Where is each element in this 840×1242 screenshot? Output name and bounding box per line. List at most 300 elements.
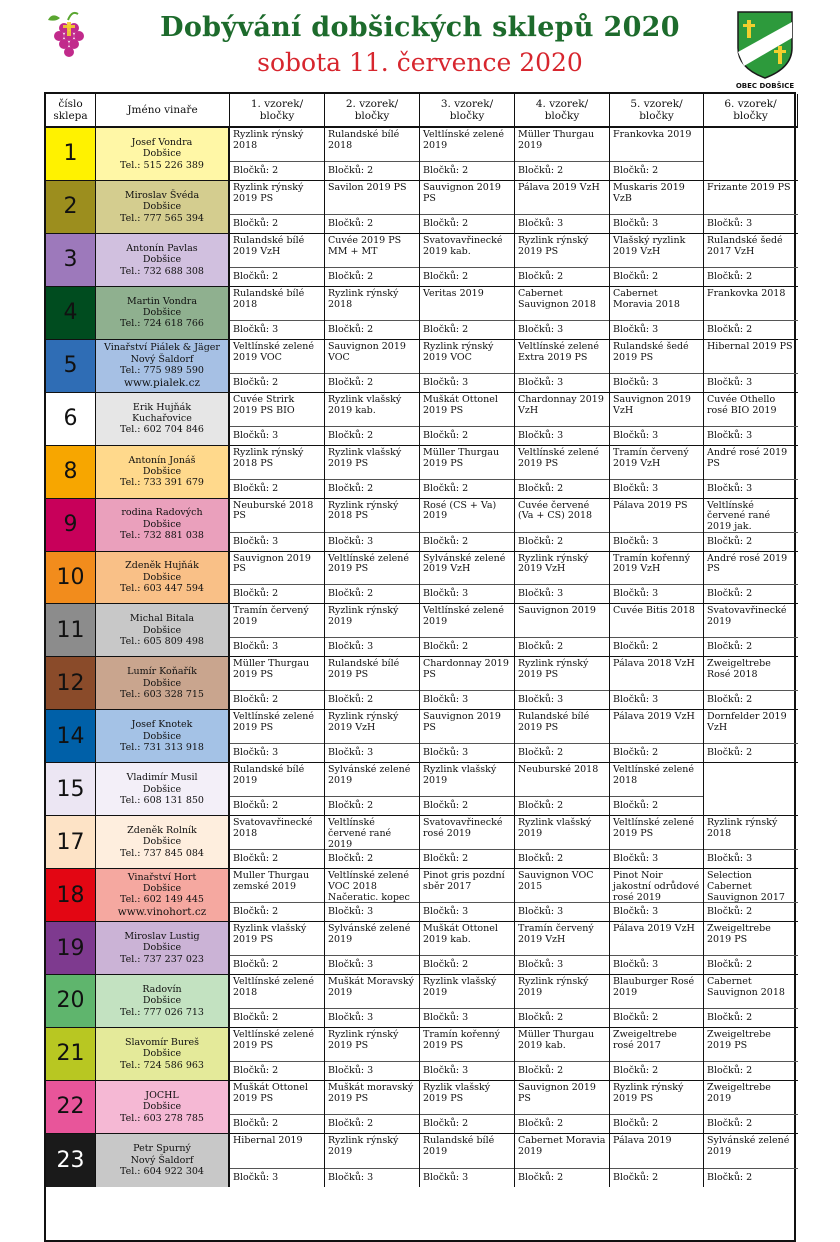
- token-count: Bločků: 2: [704, 1168, 798, 1187]
- sample-cell: [420, 446, 515, 499]
- grower-name: Vladimír Musil: [126, 772, 198, 784]
- grower-phone: Tel.: 603 447 594: [120, 583, 204, 595]
- token-count: Bločků: 2: [704, 955, 798, 974]
- grower-info: [96, 128, 230, 181]
- token-count: Bločků: 3: [420, 373, 514, 392]
- grower-name: Miroslav Švéda: [124, 189, 200, 201]
- grower-name: Zdeněk Hujňák: [125, 560, 199, 572]
- grower-info: [96, 763, 230, 816]
- token-count: Bločků: 2: [420, 532, 514, 551]
- sample-cell: [420, 975, 515, 1028]
- grower-name: Petr Spurný: [133, 1143, 191, 1155]
- token-count: Bločků: 3: [610, 902, 703, 921]
- wine-name: Frankovka 2019: [613, 129, 692, 140]
- svg-text:SPOLEK DOBŠICKÝCH VINAŘŮ: [30, 8, 112, 10]
- grower-info: [96, 340, 230, 393]
- wine-name: Pálava 2018 VzH: [613, 658, 695, 670]
- token-count: Bločků: 2: [610, 637, 703, 656]
- wine-name: Ryzlink rýnský 2019 VzH: [518, 552, 589, 575]
- grower-place: Dobšice: [142, 883, 182, 895]
- token-count: Bločků: 3: [515, 320, 609, 339]
- token-count: Bločků: 2: [515, 1168, 609, 1187]
- wine-name: Hibernal 2019: [233, 1134, 303, 1146]
- grower-name: Josef Vondra: [131, 136, 193, 148]
- sample-cell: [610, 393, 704, 446]
- sample-cell: [420, 128, 515, 181]
- wine-name: Zweigeltrebe rosé 2017: [613, 1028, 677, 1051]
- wine-name: Muškát moravský 2019 PS: [328, 1081, 414, 1104]
- grower-name: Martin Vondra: [126, 295, 198, 307]
- sample-cell: [230, 869, 325, 922]
- sample-cell: [515, 128, 610, 181]
- wine-name: Rulandské bílé 2019: [423, 1134, 495, 1157]
- sample-cell: [704, 499, 798, 552]
- sample-cell: [704, 1081, 798, 1134]
- token-count: Bločků: 3: [610, 373, 703, 392]
- wine-name: Veltlínské zelené 2019: [423, 605, 504, 628]
- token-count: Bločků: 3: [325, 1061, 419, 1080]
- page-title: Dobývání dobšických sklepů 2020: [160, 12, 680, 43]
- sample-cell: [704, 869, 798, 922]
- sample-cell: [230, 393, 325, 446]
- token-count: Bločků: 2: [420, 637, 514, 656]
- sample-cell: [325, 446, 420, 499]
- sample-cell: [230, 446, 325, 499]
- sample-cell: [704, 181, 798, 234]
- wine-name: Muškát Ottonel 2019 PS: [423, 393, 498, 416]
- sample-cell: [515, 710, 610, 763]
- token-count: Bločků: 2: [420, 320, 514, 339]
- page-subtitle: sobota 11. července 2020: [257, 48, 583, 77]
- column-header: Jméno vinaře: [96, 94, 230, 128]
- token-count: Bločků: 3: [230, 320, 324, 339]
- wine-name: Veltlínské zelené 2019 PS: [233, 711, 314, 734]
- wine-name: Tramín červený 2019 VzH: [518, 923, 594, 945]
- wine-name: Veltlínské červené rané 2019 jak.: [707, 499, 771, 532]
- token-count: Bločků: 2: [230, 955, 324, 974]
- grower-place: Dobšice: [142, 783, 182, 795]
- token-count: Bločků: 2: [704, 902, 798, 921]
- wine-name: Ryzlink rýnský 2019 VzH: [328, 711, 399, 734]
- sample-cell: [230, 340, 325, 393]
- sample-cell: [704, 1134, 798, 1187]
- token-count: Bločků: 2: [230, 373, 324, 392]
- sample-cell: [515, 499, 610, 552]
- sample-cell: [230, 552, 325, 605]
- wine-name: Veltlínské zelené 2018: [233, 976, 314, 998]
- sample-cell: [230, 763, 325, 816]
- sample-cell: [610, 816, 704, 869]
- wine-name: Cuvée 2019 PS MM + MT: [328, 234, 402, 257]
- wine-name: Ryzlink vlašský 2019: [518, 817, 592, 840]
- token-count: Bločků: 3: [610, 955, 703, 974]
- sample-cell: [420, 287, 515, 340]
- token-count: Bločků: 3: [610, 584, 703, 603]
- token-count: Bločků: 2: [704, 1061, 798, 1080]
- grower-info: [96, 499, 230, 552]
- sample-cell: [704, 710, 798, 763]
- wine-name: Sauvignon 2019 PS: [233, 552, 311, 575]
- sample-cell: [515, 922, 610, 975]
- grower-info: [96, 657, 230, 710]
- token-count: Bločků: 2: [610, 1114, 703, 1133]
- sample-cell: [610, 552, 704, 605]
- wine-name: Rosé (CS + Va) 2019: [423, 499, 497, 522]
- token-count: Bločků: 3: [610, 320, 703, 339]
- wine-name: Pálava 2019 VzH: [518, 181, 600, 193]
- grower-info: [96, 604, 230, 657]
- wine-name: Veritas 2019: [423, 287, 484, 299]
- token-count: Bločků: 3: [704, 479, 798, 498]
- grower-place: Dobšice: [142, 571, 182, 583]
- grower-name: Slavomír Bureš: [124, 1036, 200, 1048]
- token-count: Bločků: 2: [420, 796, 514, 815]
- grower-phone: Tel.: 777 565 394: [120, 212, 204, 224]
- token-count: Bločků: 3: [515, 902, 609, 921]
- sample-cell: [230, 181, 325, 234]
- grower-name: Zdeněk Rolník: [127, 825, 197, 837]
- grower-info: [96, 181, 230, 234]
- sample-cell: [230, 816, 325, 869]
- sample-cell: [515, 446, 610, 499]
- token-count: Bločků: 2: [420, 849, 514, 868]
- token-count: Bločků: 3: [420, 690, 514, 709]
- sample-cell: [610, 922, 704, 975]
- wine-name: Selection Cabernet Sauvignon 2017: [707, 870, 785, 903]
- grower-phone: Tel.: 775 989 590: [120, 365, 204, 377]
- token-count: Bločků: 2: [325, 161, 419, 180]
- wine-name: Zweigeltrebe 2019 PS: [707, 1028, 771, 1051]
- wine-name: Ryzlink rýnský 2018 PS: [328, 499, 399, 522]
- cellar-number: 4: [46, 287, 96, 340]
- wine-name: Tramín červený 2019 VzH: [613, 446, 689, 469]
- sample-cell: [515, 1134, 610, 1187]
- wine-name: Cabernet Moravia 2019: [518, 1134, 606, 1157]
- grower-phone: Tel.: 732 881 038: [120, 530, 204, 542]
- grower-phone: Tel.: 603 328 715: [120, 689, 204, 701]
- wine-name: Sauvignon 2019 VzH: [613, 393, 691, 416]
- wine-name: Veltlínské zelené 2018: [613, 764, 694, 787]
- wine-name: Veltlínské zelené VOC 2018 Načeratic. kopec: [328, 870, 410, 903]
- sample-cell: [515, 287, 610, 340]
- grower-place: Dobšice: [142, 148, 182, 160]
- grower-name: Antonín Pavlas: [126, 242, 198, 254]
- sample-cell: [704, 1028, 798, 1081]
- sample-cell: [325, 869, 420, 922]
- sample-cell: [325, 922, 420, 975]
- token-count: Bločků: 2: [230, 584, 324, 603]
- wine-name: Tramín červený 2019: [233, 605, 309, 628]
- cellar-number: 9: [46, 499, 96, 552]
- grower-place: Dobšice: [142, 254, 182, 266]
- sample-cell: [420, 181, 515, 234]
- wine-name: Rulandské bílé 2019 PS: [518, 711, 590, 734]
- token-count: Bločků: 2: [610, 1168, 703, 1187]
- token-count: Bločků: 2: [515, 267, 609, 286]
- token-count: Bločků: 3: [610, 426, 703, 445]
- token-count: Bločků: 3: [515, 955, 609, 974]
- sample-cell: [515, 181, 610, 234]
- token-count: Bločků: 3: [515, 690, 609, 709]
- grower-phone: Tel.: 731 313 918: [120, 741, 204, 753]
- token-count: Bločků: 2: [230, 1061, 324, 1080]
- cellar-number: 10: [46, 552, 96, 605]
- grower-phone: Tel.: 732 688 308: [120, 265, 204, 277]
- token-count: Bločků: 3: [610, 214, 703, 233]
- wine-name: Rulandské šedé 2019 PS: [613, 340, 689, 363]
- sample-cell: [325, 763, 420, 816]
- grower-phone: Tel.: 737 845 084: [120, 847, 204, 859]
- token-count: Bločků: 2: [230, 479, 324, 498]
- grower-name: Vinařství Piálek & Jäger: [104, 342, 220, 354]
- column-header: 6. vzorek/ bločky: [704, 94, 798, 128]
- sample-cell: [230, 657, 325, 710]
- grower-info: [96, 1081, 230, 1134]
- sample-cell: [325, 340, 420, 393]
- wine-name: Ryzlink rýnský 2019: [518, 976, 589, 998]
- token-count: Bločků: 2: [515, 1061, 609, 1080]
- wine-name: Sauvignon 2019 PS: [518, 1081, 596, 1104]
- grower-info: [96, 975, 230, 1028]
- token-count: Bločků: 3: [325, 1008, 419, 1027]
- wine-name: Ryzlink rýnský 2019 PS: [328, 1028, 399, 1051]
- wine-name: Ryzlink vlašský 2019 kab.: [328, 393, 402, 416]
- wine-name: Cuvée červené (Va + CS) 2018: [518, 499, 593, 522]
- token-count: Bločků: 2: [325, 1114, 419, 1133]
- sample-cell: [610, 234, 704, 287]
- wine-name: André rosé 2019 PS: [707, 446, 788, 469]
- sample-cell: [610, 499, 704, 552]
- wine-name: Ryzlik vlašský 2019 PS: [423, 1081, 491, 1104]
- token-count: Bločků: 2: [230, 214, 324, 233]
- wine-name: Ryzlink rýnský 2019 PS: [518, 234, 589, 257]
- token-count: Bločků: 3: [704, 849, 798, 868]
- grower-info: [96, 869, 230, 922]
- wine-name: Muškát Ottonel 2019 PS: [233, 1081, 308, 1104]
- sample-cell: [704, 604, 798, 657]
- token-count: Bločků: 3: [230, 743, 324, 762]
- token-count: Bločků: 2: [515, 849, 609, 868]
- token-count: Bločků: 2: [325, 690, 419, 709]
- sample-cell: [704, 287, 798, 340]
- wine-name: Cuvée Bitis 2018: [613, 605, 695, 617]
- token-count: Bločků: 2: [610, 267, 703, 286]
- sample-cell: [704, 234, 798, 287]
- grower-name: Josef Knotek: [131, 719, 193, 731]
- wine-name: Müller Thurgau 2019: [518, 129, 595, 151]
- sample-cell: [325, 1028, 420, 1081]
- wine-name: Tramín kořenný 2019 PS: [423, 1028, 500, 1051]
- sample-cell: [515, 340, 610, 393]
- sample-cell: [610, 287, 704, 340]
- sample-cell: [420, 552, 515, 605]
- wine-name: Pinot gris pozdní sběr 2017: [423, 870, 505, 893]
- sample-cell: [230, 287, 325, 340]
- sample-cell: [325, 604, 420, 657]
- sample-cell: [325, 128, 420, 181]
- wine-name: Veltlínské zelené 2019 PS: [328, 552, 409, 575]
- wine-name: Ryzlink rýnský 2018 PS: [233, 446, 304, 469]
- grower-name: Erik Hujňák: [132, 401, 192, 413]
- token-count: Bločků: 3: [230, 532, 324, 551]
- token-count: Bločků: 2: [420, 1114, 514, 1133]
- grower-website: www.vinohort.cz: [117, 905, 207, 918]
- grower-info: [96, 234, 230, 287]
- token-count: Bločků: 2: [610, 743, 703, 762]
- cellar-number: 22: [46, 1081, 96, 1134]
- sample-cell: [325, 287, 420, 340]
- grower-phone: Tel.: 724 586 963: [120, 1059, 204, 1071]
- token-count: Bločků: 2: [325, 214, 419, 233]
- wine-name: Sylvánské zelené 2019 VzH: [423, 552, 506, 575]
- sample-cell: [420, 710, 515, 763]
- sample-cell: [610, 1134, 704, 1187]
- grower-info: [96, 710, 230, 763]
- sample-cell: [325, 657, 420, 710]
- grower-place: Kuchařovice: [132, 412, 192, 424]
- wine-name: Svatovavřinecké 2019: [707, 605, 787, 628]
- cellar-number: 12: [46, 657, 96, 710]
- grower-info: [96, 1134, 230, 1187]
- token-count: Bločků: 2: [230, 849, 324, 868]
- sample-cell: [704, 922, 798, 975]
- token-count: Bločků: 3: [325, 532, 419, 551]
- token-count: Bločků: 2: [230, 161, 324, 180]
- wine-name: Ryzlink vlašský 2019 PS: [328, 446, 402, 469]
- grower-place: Dobšice: [142, 465, 182, 477]
- wine-name: Rulandské bílé 2018: [328, 129, 400, 151]
- wine-name: Vlašský ryzlink 2019 VzH: [613, 234, 686, 257]
- sample-cell: [610, 340, 704, 393]
- sample-cell: [230, 1134, 325, 1187]
- grower-info: [96, 1028, 230, 1081]
- wine-name: Zweigeltrebe 2019 PS: [707, 923, 771, 945]
- cellar-number: 11: [46, 604, 96, 657]
- wine-name: Sauvignon 2019 PS: [423, 181, 501, 204]
- token-count: Bločků: 3: [610, 690, 703, 709]
- sample-cell: [420, 763, 515, 816]
- token-count: Bločků: 2: [325, 426, 419, 445]
- grower-phone: Tel.: 515 226 389: [120, 159, 204, 171]
- grower-website: www.pialek.cz: [123, 376, 201, 389]
- sample-cell: [515, 552, 610, 605]
- wine-name: Veltlínské zelené 2019 PS: [613, 817, 694, 840]
- grower-name: Michal Bitala: [129, 613, 195, 625]
- grower-name: JOCHL: [145, 1089, 179, 1101]
- wine-name: Chardonnay 2019 PS: [423, 658, 509, 681]
- grower-phone: Tel.: 733 391 679: [120, 477, 204, 489]
- cellar-number: 5: [46, 340, 96, 393]
- grower-place: Dobšice: [142, 836, 182, 848]
- wine-name: Tramín kořenný 2019 VzH: [613, 552, 690, 575]
- token-count: Bločků: 2: [704, 743, 798, 762]
- token-count: Bločků: 2: [230, 267, 324, 286]
- token-count: Bločků: 2: [230, 690, 324, 709]
- cellar-number: 3: [46, 234, 96, 287]
- column-header: 3. vzorek/ bločky: [420, 94, 515, 128]
- wine-name: Ryzlink rýnský 2019 PS: [518, 658, 589, 681]
- wine-name: Sylvánské zelené 2019: [328, 764, 411, 787]
- wine-name: Hibernal 2019 PS: [707, 340, 793, 352]
- wine-name: Müller Thurgau 2019 PS: [423, 446, 500, 469]
- token-count: Bločků: 2: [325, 267, 419, 286]
- grower-place: Dobšice: [142, 307, 182, 319]
- sample-cell: [230, 1081, 325, 1134]
- wine-name: Sylvánské zelené 2019: [707, 1134, 790, 1157]
- token-count: Bločků: 2: [230, 1008, 324, 1027]
- wine-name: Frankovka 2018: [707, 287, 786, 299]
- wine-name: Neuburské 2018 PS: [233, 499, 314, 522]
- sample-cell: [704, 552, 798, 605]
- token-count: Bločků: 3: [230, 637, 324, 656]
- cellar-number: 21: [46, 1028, 96, 1081]
- token-count: Bločků: 2: [230, 796, 324, 815]
- token-count: Bločků: 2: [704, 1008, 798, 1027]
- token-count: Bločků: 2: [704, 1114, 798, 1133]
- cellar-table: [44, 92, 796, 1242]
- cellar-number: 19: [46, 922, 96, 975]
- token-count: Bločků: 2: [325, 479, 419, 498]
- sample-cell: [325, 552, 420, 605]
- sample-cell: [610, 869, 704, 922]
- token-count: Bločků: 2: [515, 161, 609, 180]
- sample-cell: [230, 234, 325, 287]
- sample-cell: [515, 1081, 610, 1134]
- sample-cell: [704, 446, 798, 499]
- wine-name: Svatovavřinecké 2018: [233, 817, 313, 840]
- sample-cell: [325, 181, 420, 234]
- sample-cell: [420, 604, 515, 657]
- wine-name: Cuvée Strirk 2019 PS BIO: [233, 393, 295, 416]
- token-count: [704, 161, 798, 180]
- token-count: Bločků: 2: [610, 1008, 703, 1027]
- wine-name: Ryzlink rýnský 2018: [328, 287, 399, 310]
- grower-info: [96, 816, 230, 869]
- token-count: Bločků: 3: [515, 426, 609, 445]
- wine-name: Cabernet Sauvignon 2018: [707, 976, 785, 998]
- token-count: Bločků: 3: [420, 743, 514, 762]
- token-count: Bločků: 2: [515, 743, 609, 762]
- wine-name: Ryzlink vlašský 2019 PS: [233, 923, 307, 945]
- sample-cell: [420, 1081, 515, 1134]
- wine-name: Savilon 2019 PS: [328, 181, 407, 193]
- wine-name: Muller Thurgau zemské 2019: [233, 870, 310, 893]
- grower-place: Dobšice: [142, 995, 182, 1007]
- wine-name: Ryzlink rýnský 2018: [233, 129, 304, 151]
- token-count: Bločků: 2: [420, 955, 514, 974]
- grower-name: Miroslav Lustig: [124, 930, 200, 942]
- sample-cell: [610, 604, 704, 657]
- wine-name: Muškát Ottonel 2019 kab.: [423, 923, 498, 945]
- cellar-number: 17: [46, 816, 96, 869]
- sample-cell: [515, 604, 610, 657]
- grower-info: [96, 552, 230, 605]
- grower-place: Dobšice: [142, 942, 182, 954]
- grower-name: Lumír Koňařík: [127, 666, 197, 678]
- wine-name: Sauvignon VOC 2015: [518, 870, 594, 893]
- token-count: Bločků: 2: [420, 426, 514, 445]
- sample-cell: [420, 1134, 515, 1187]
- token-count: Bločků: 2: [420, 479, 514, 498]
- token-count: Bločků: 2: [325, 373, 419, 392]
- sample-cell: [230, 922, 325, 975]
- sample-cell: [230, 128, 325, 181]
- sample-cell: [325, 816, 420, 869]
- grower-place: Dobšice: [142, 518, 182, 530]
- sample-cell: [420, 499, 515, 552]
- token-count: Bločků: 3: [610, 479, 703, 498]
- wine-name: Ryzlink rýnský 2019: [328, 1134, 399, 1157]
